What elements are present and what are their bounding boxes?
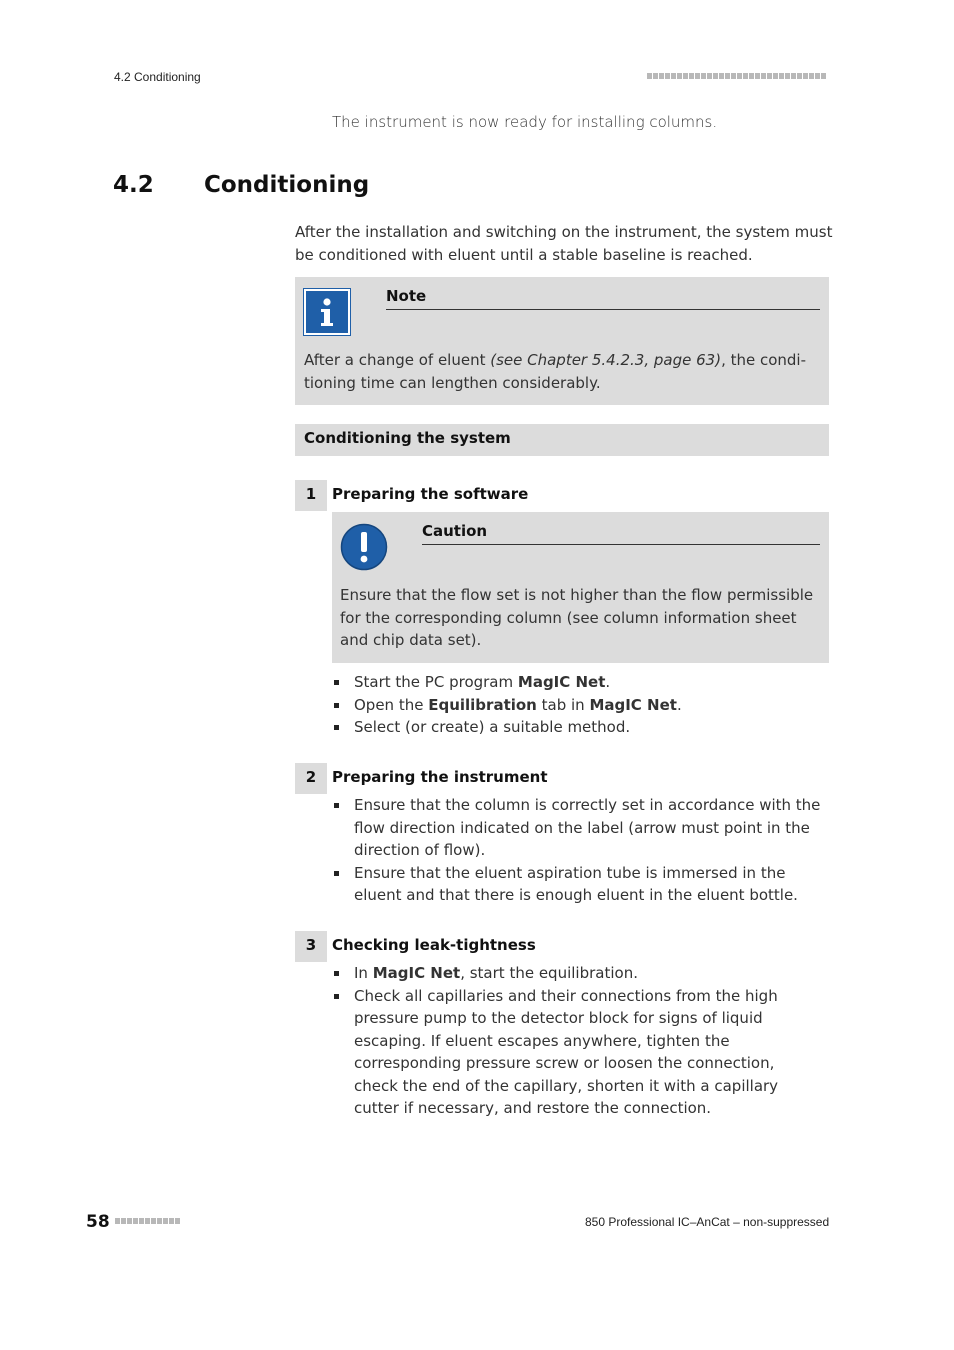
caution-box xyxy=(332,512,829,663)
list-item: Open the Equilibration tab in MagIC Net. xyxy=(332,694,832,717)
step-number-3: 3 xyxy=(295,931,327,962)
step-3-list xyxy=(332,962,822,1120)
list-item: Ensure that the eluent aspiration tube is immersed in the eluent and that there is enough eluent in the eluent bottle. xyxy=(332,862,822,907)
section-title: Conditioning xyxy=(204,172,370,198)
list-item: Select (or create) a suitable method. xyxy=(332,716,832,739)
procedure-heading: Conditioning the system xyxy=(295,424,829,456)
list-item: Ensure that the column is correctly set in accordance with the flow direction indicated on the label (arrow must point in the direction of flow). xyxy=(332,794,822,862)
section-number: 4.2 xyxy=(113,172,154,198)
caution-title: Caution xyxy=(422,522,820,545)
document-title: 850 Professional IC–AnCat – non-suppressed xyxy=(585,1215,830,1229)
step-title-1: Preparing the software xyxy=(332,485,529,503)
list-item: Start the PC program MagIC Net. xyxy=(332,671,832,694)
note-title: Note xyxy=(386,287,820,310)
step-number-1: 1 xyxy=(295,480,327,511)
step-2-list xyxy=(332,794,822,907)
step-number-2: 2 xyxy=(295,763,327,794)
note-box xyxy=(295,277,829,405)
intro-text: The instrument is now ready for installing columns. xyxy=(332,113,718,131)
step-title-3: Checking leak-tightness xyxy=(332,936,536,954)
section-paragraph: After the installation and switching on the instrument, the system must be conditioned with eluent until a stable baseline is reached. xyxy=(295,223,833,264)
info-icon xyxy=(304,289,350,335)
page-number: 58 xyxy=(86,1212,110,1232)
running-header: 4.2 Conditioning xyxy=(114,70,201,84)
caution-icon xyxy=(340,523,388,575)
list-item: In MagIC Net, start the equilibration. xyxy=(332,962,822,985)
step-1-list xyxy=(332,671,832,739)
caution-text: Ensure that the flow set is not higher than the flow permissible for the corresponding column (see column information sheet and chip data set). xyxy=(340,586,814,649)
header-decoration xyxy=(647,73,827,92)
list-item: Check all capillaries and their connections from the high pressure pump to the detector block for signs of liquid escaping. If eluent escapes anywhere, tighten the corresponding pressure screw or loosen the connection, check the end of the capillary, shorten it with a capillary cutter if necessary, and restore the connection. xyxy=(332,985,822,1120)
step-title-2: Preparing the instrument xyxy=(332,768,548,786)
note-text: After a change of eluent (see Chapter 5.4.2.3, page 63), the condi-tioning time can lengthen considerably. xyxy=(304,351,807,392)
footer-decoration xyxy=(115,1218,181,1237)
chapter-reference[interactable]: (see Chapter 5.4.2.3, page 63) xyxy=(490,351,722,369)
